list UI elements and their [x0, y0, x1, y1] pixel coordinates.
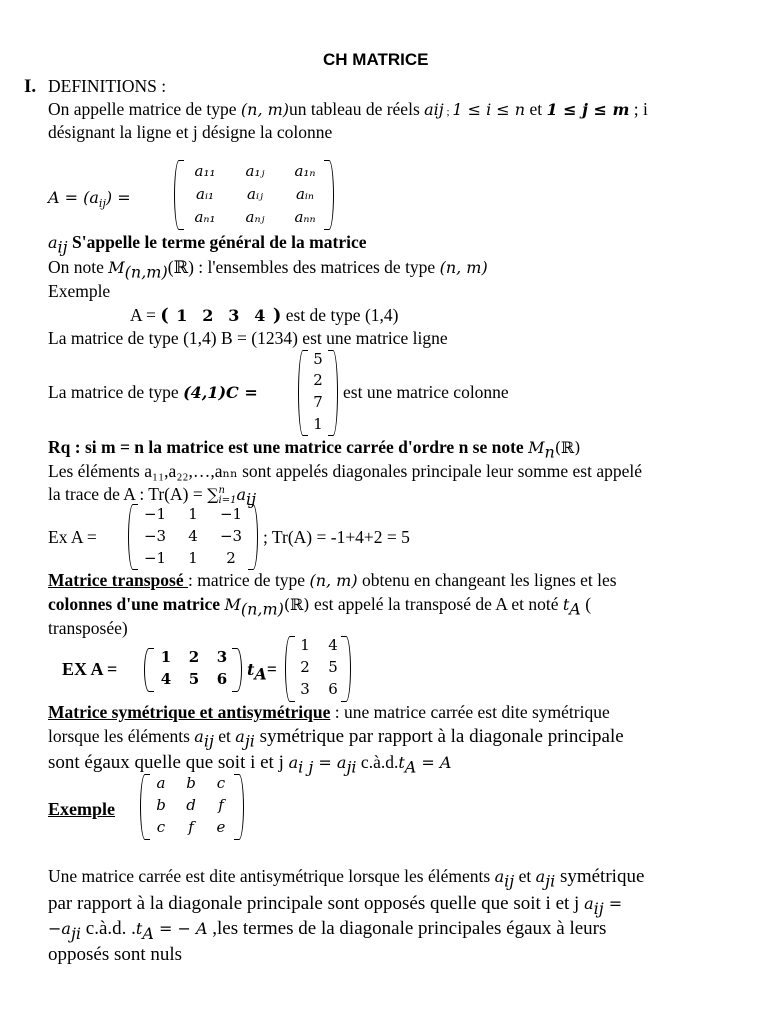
row-ex-lhs: A =: [130, 305, 161, 325]
extA-11: 5: [328, 658, 338, 676]
ex-tA-label: [247, 659, 277, 684]
col-v2: 2: [313, 371, 323, 389]
sym-21: f: [188, 818, 194, 836]
def-type: (n, m): [240, 100, 290, 119]
sym-eq-mid: = a: [313, 753, 347, 772]
transpose-M: M: [224, 595, 241, 614]
term-sub: ij: [57, 237, 68, 257]
ligne-matrix-line: La matrice de type (1,4) B = (1234) est une matrice ligne: [48, 328, 448, 348]
sym-20: c: [156, 818, 166, 836]
term-general-text: S'appelle le terme général de la matrice: [72, 232, 367, 252]
trace-ex-label: Ex A =: [48, 527, 97, 547]
section-title: DEFINITIONS :: [48, 76, 167, 96]
sym-aji-sub: ji: [244, 731, 255, 751]
transpose-l1-b: obtenu en changeant les lignes et les: [357, 570, 617, 590]
transpose-M-sub: (n,m): [240, 599, 284, 619]
col-v3: 7: [313, 393, 323, 411]
rq-M: M: [528, 438, 545, 457]
sum-sub: i=1: [218, 494, 237, 506]
sum-symbol: ∑: [207, 485, 219, 504]
t-cell-22: 2: [226, 549, 236, 567]
row-ex-v2: 2: [202, 306, 214, 325]
def-et: et: [525, 99, 547, 119]
t-cell-10: −3: [143, 527, 167, 545]
term-general-line: [48, 232, 366, 257]
on-note-type: (n, m): [439, 258, 488, 277]
ex-transpose-label: EX A =: [62, 659, 118, 679]
colonne-line-b: est une matrice colonne: [343, 382, 509, 402]
sym-et: et: [213, 726, 236, 746]
anti-l3-sub: ji: [70, 923, 82, 943]
cell-ai1: aᵢ₁: [196, 185, 214, 203]
diag-a-sub: ij: [246, 489, 257, 509]
transpose-l2-a: colonnes d'une matrice: [48, 594, 225, 614]
sym-aij-sub: ij: [203, 731, 214, 751]
exA-12: 6: [216, 670, 228, 688]
rq-line: [48, 437, 581, 462]
anti-l3-t-sub: A: [142, 923, 154, 943]
row-example-line: A = ( 1 2 3 4 ) est de type (1,4): [130, 305, 399, 326]
cell-aij: aᵢⱼ: [247, 185, 263, 203]
column-matrix-C: [298, 350, 338, 436]
extA-01: 4: [328, 636, 338, 654]
cell-ain: aᵢₙ: [295, 185, 315, 203]
anti-eq1-sub: ij: [593, 898, 604, 918]
col-text-type: (4,1)C =: [183, 383, 258, 402]
def-text-b: un tableau de réels: [289, 99, 425, 119]
rq-R: (ℝ): [554, 438, 581, 457]
transpose-line-3: transposée): [48, 618, 128, 638]
anti-aji: a: [535, 867, 546, 886]
sym-t: t: [398, 753, 405, 772]
extA-21: 6: [328, 680, 338, 698]
sym-eq-sub2: ji: [346, 757, 357, 777]
cell-an1: aₙ₁: [194, 208, 216, 226]
def-text-c: ; i: [629, 99, 648, 119]
on-note-M: M: [108, 258, 125, 277]
sym-l2-b: symétrique par rapport à la diagonale principale: [254, 726, 624, 747]
rq-text: Rq : si m = n la matrice est une matrice carrée d'ordre n se note: [48, 437, 529, 457]
def-range-i: 1 ≤ i ≤ n: [452, 100, 526, 119]
transpose-l2-d: (: [580, 594, 592, 614]
row-ex-v4: 4: [254, 306, 266, 325]
sym-eq-sub1: i j: [298, 757, 314, 777]
general-matrix-lhs: [48, 188, 131, 210]
transpose-type: (n, m): [309, 571, 358, 590]
ex-t: t: [247, 660, 255, 679]
anti-line-2: [48, 893, 622, 918]
anti-l3-b: c.à.d. .: [81, 918, 136, 939]
exA-01: 2: [188, 648, 200, 666]
t-cell-11: 4: [188, 527, 198, 545]
diag-line-1: Les éléments a₁₁,a₂₂,…,aₙₙ sont appelés diagonales principale leur somme est appelé: [48, 461, 643, 481]
anti-line-1: [48, 866, 644, 891]
t-cell-01: 1: [188, 505, 198, 523]
sym-line-3: [48, 752, 451, 777]
exA-00: 1: [160, 648, 172, 666]
anti-l3-a: −a: [48, 919, 71, 938]
def-semicolon: ;: [443, 106, 453, 118]
sym-eq-A: = A: [416, 753, 452, 772]
colonne-line-a: [48, 382, 258, 403]
term-sym: a: [48, 233, 58, 252]
anti-l3-d: ,les termes de la diagonale principales égaux à leurs: [207, 918, 607, 939]
left-paren: [174, 160, 184, 230]
t-cell-00: −1: [143, 505, 167, 523]
sym-t-sub: A: [404, 757, 417, 777]
diag-a: a: [236, 485, 247, 504]
cell-anj: aₙⱼ: [245, 208, 265, 226]
sym-heading: Matrice symétrique et antisymétrique: [48, 702, 331, 722]
extA-20: 3: [300, 680, 310, 698]
sym-12: f: [218, 796, 224, 814]
sym-cad: c.à.d.: [356, 752, 399, 772]
exA-11: 5: [188, 670, 200, 688]
def-range-j: 1 ≤ j ≤ m: [546, 100, 630, 119]
def-aij: aij: [424, 100, 444, 119]
transpose-heading: Matrice transposé: [48, 570, 188, 590]
anti-line-4: opposés sont nuls: [48, 944, 183, 965]
exA-10: 4: [160, 670, 172, 688]
sym-aij: a: [194, 727, 204, 746]
col-v4: 1: [313, 415, 323, 433]
row-ex-rhs: est de type (1,4): [285, 305, 399, 325]
transpose-R: (ℝ): [283, 595, 310, 614]
anti-et: et: [514, 866, 536, 886]
exA-02: 3: [216, 648, 228, 666]
sym-01: b: [186, 774, 196, 792]
sym-l3-a: sont égaux quelle que soit i et j: [48, 752, 289, 773]
ex-matrix-A: [144, 648, 242, 692]
cell-a11: a₁₁: [194, 162, 216, 180]
cell-ann: aₙₙ: [294, 208, 316, 226]
sym-aji: a: [235, 727, 245, 746]
anti-l1-a: Une matrice carrée est dite antisymétrique lorsque les éléments: [48, 866, 495, 886]
sym-l1: : une matrice carrée est dite symétrique: [330, 702, 610, 722]
ex-matrix-tA: [285, 636, 351, 702]
cell-a1n: a₁ₙ: [294, 162, 316, 180]
sym-line-2: [48, 726, 624, 751]
sym-line-1: [48, 702, 610, 723]
sym-11: d: [186, 796, 196, 814]
anti-l2-a: par rapport à la diagonale principale sont opposés quelle que soit i et j: [48, 893, 585, 914]
trace-result: ; Tr(A) = -1+4+2 = 5: [263, 527, 410, 547]
sum-sup: n: [218, 484, 225, 496]
extA-10: 2: [300, 658, 310, 676]
on-note-a: On note: [48, 257, 109, 277]
anti-aij-sub: ij: [504, 871, 515, 891]
extA-00: 1: [300, 636, 310, 654]
definition-line-2: désignant la ligne et j désigne la colonne: [48, 122, 333, 142]
rq-sub: n: [544, 442, 555, 462]
gm-lhs-sub: ij: [98, 197, 106, 211]
on-note-b: (ℝ) : l'ensembles des matrices de type: [167, 257, 440, 277]
row-ex-v1: 1: [176, 306, 188, 325]
definition-line-1: [48, 99, 648, 120]
transpose-t-sub: A: [569, 599, 581, 619]
col-v1: 5: [313, 350, 323, 368]
gm-lhs: A = (a: [48, 188, 99, 207]
anti-aij: a: [494, 867, 505, 886]
anti-eq1: a: [584, 894, 594, 913]
anti-l3-c: = − A: [153, 919, 208, 938]
trace-matrix: [128, 504, 258, 570]
transpose-line-1: [48, 570, 617, 591]
row-ex-v3: 3: [228, 306, 240, 325]
anti-l3-t: t: [135, 919, 143, 938]
transpose-l2-c: est appelé la transposé de A et noté: [309, 594, 563, 614]
col-text-a: La matrice de type: [48, 382, 184, 402]
anti-l1-b: symétrique: [555, 866, 645, 887]
anti-line-3: [48, 918, 606, 943]
t-cell-02: −1: [219, 505, 243, 523]
section-number: I.: [24, 76, 37, 97]
sym-eq-a: a: [288, 753, 299, 772]
sym-00: a: [156, 774, 166, 792]
transpose-l1-a: : matrice de type: [187, 570, 310, 590]
gm-lhs-end: ) =: [105, 188, 131, 207]
sym-22: e: [216, 818, 226, 836]
def-text-a: On appelle matrice de type: [48, 99, 241, 119]
t-cell-21: 1: [188, 549, 198, 567]
exemple-label-2: Exemple: [48, 799, 115, 819]
general-matrix: [174, 160, 334, 230]
anti-eq1-end: =: [603, 894, 623, 913]
sym-10: b: [156, 796, 166, 814]
on-note-sub: (n,m): [124, 262, 168, 282]
on-note-line: [48, 257, 488, 282]
t-cell-12: −3: [219, 527, 243, 545]
sym-matrix: [140, 774, 244, 840]
diag-line-2-a: la trace de A : Tr(A) =: [48, 484, 208, 504]
sym-l2-a: lorsque les éléments: [48, 726, 195, 746]
transpose-t: t: [562, 595, 570, 614]
sym-02: c: [216, 774, 226, 792]
t-cell-20: −1: [143, 549, 167, 567]
transpose-line-2: [48, 594, 591, 619]
ex-eq: =: [266, 659, 277, 679]
cell-a1j: a₁ⱼ: [245, 162, 265, 180]
ex-t-sub: A: [254, 664, 267, 684]
page-title: CH MATRICE: [323, 50, 429, 69]
exemple-label-1: Exemple: [48, 281, 111, 301]
anti-aji-sub: ji: [545, 871, 556, 891]
